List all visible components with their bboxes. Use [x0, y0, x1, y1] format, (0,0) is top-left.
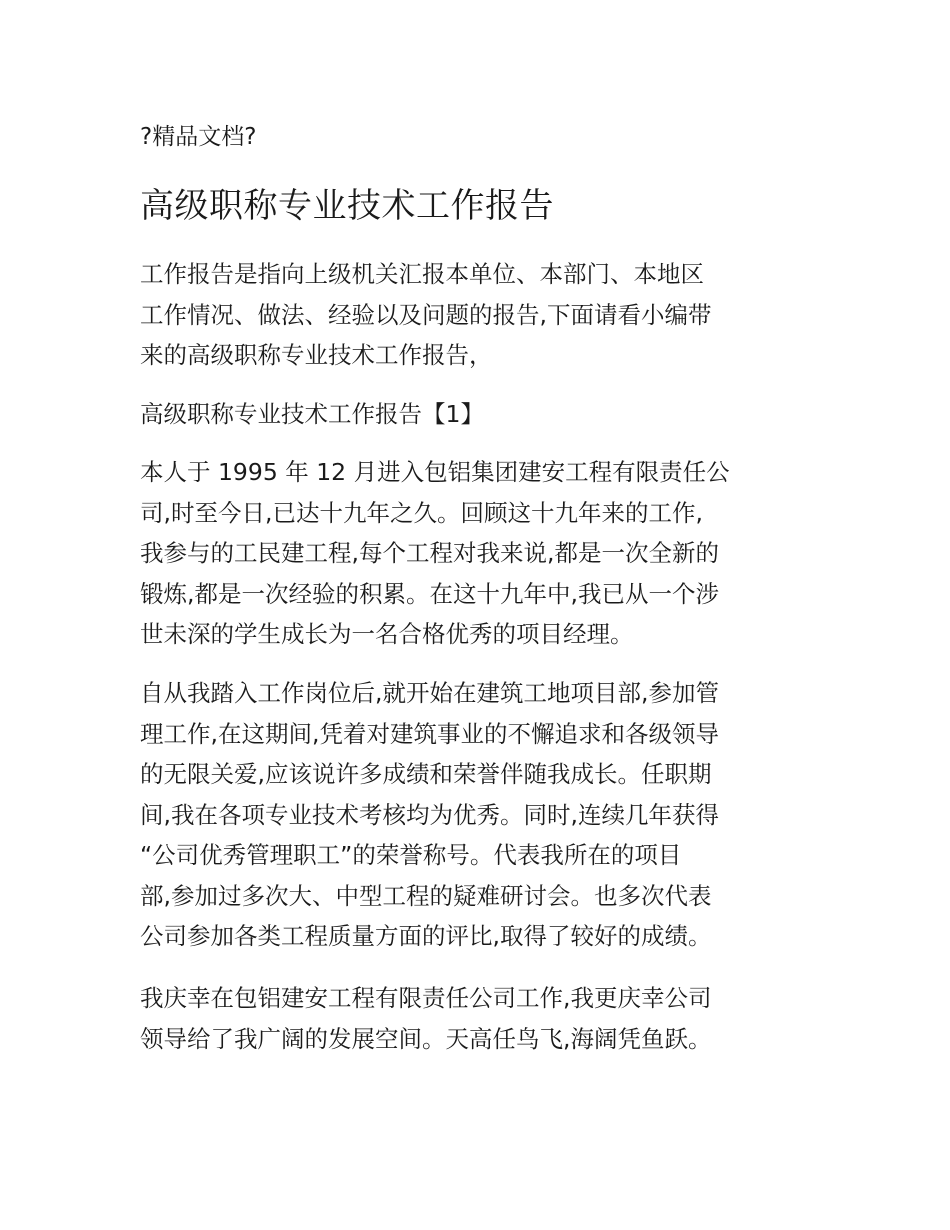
body-paragraph-1 [140, 452, 812, 655]
paragraph-line: “公司优秀管理职工”的荣誉称号。代表我所在的项目 [140, 841, 682, 869]
paragraph-line: 锻炼,都是一次经验的积累。在这十九年中,我已从一个涉 [140, 579, 719, 608]
paragraph-line: 司,时至今日,已达十九年之久。回顾这十九年来的工作, [140, 498, 703, 527]
intro-line: 工作情况、做法、经验以及问题的报告,下面请看小编带 [140, 300, 712, 329]
paragraph-line: 我庆幸在包铝建安工程有限责任公司工作,我更庆幸公司 [140, 984, 712, 1012]
paragraph-line: 世未深的学生成长为一名合格优秀的项目经理。 [140, 620, 634, 648]
body-paragraph-2 [140, 673, 812, 957]
paragraph-line: 领导给了我广阔的发展空间。天高任鸟飞,海阔凭鱼跃。 [140, 1024, 712, 1053]
paragraph-line: 本人于 1995 年 12 月进入包铝集团建安工程有限责任公 [140, 458, 730, 486]
paragraph-line: 公司参加各类工程质量方面的评比,取得了较好的成绩。 [140, 922, 712, 950]
body-paragraph-3 [140, 978, 812, 1059]
paragraph-line: 的无限关爱,应该说许多成绩和荣誉伴随我成长。任职期 [140, 760, 712, 788]
paragraph-line: 自从我踏入工作岗位后,就开始在建筑工地项目部,参加管 [140, 679, 719, 707]
paragraph-line: 部,参加过多次大、中型工程的疑难研讨会。也多次代表 [140, 881, 712, 910]
section-heading: 高级职称专业技术工作报告【1】 [140, 400, 484, 428]
document-title: 高级职称专业技术工作报告 [140, 186, 554, 226]
intro-line: 来的高级职称专业技术工作报告， [140, 341, 493, 369]
intro-line: 工作报告是指向上级机关汇报本单位、本部门、本地区 [140, 260, 704, 288]
paragraph-line: 理工作,在这期间,凭着对建筑事业的不懈追求和各级领导 [140, 719, 719, 748]
intro-paragraph [140, 254, 812, 376]
paragraph-line: 我参与的工民建工程,每个工程对我来说,都是一次全新的 [140, 539, 719, 567]
document-header-label: ?精品文档? [140, 124, 257, 150]
paragraph-line: 间,我在各项专业技术考核均为优秀。同时,连续几年获得 [140, 800, 719, 829]
